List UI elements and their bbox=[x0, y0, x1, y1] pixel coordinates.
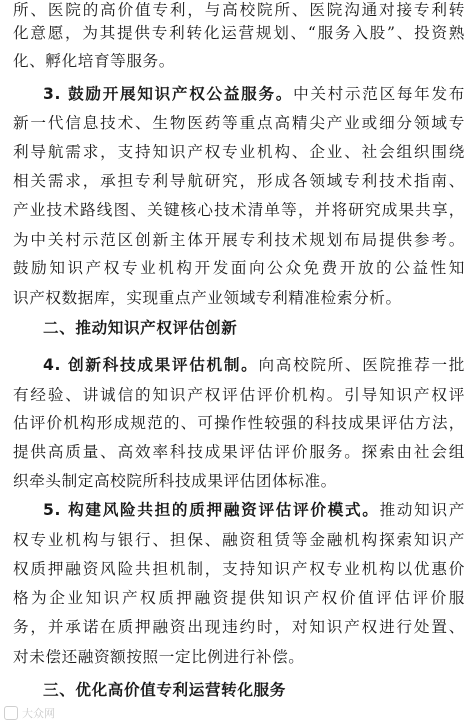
line-text: 织牵头制定高校院所科技成果评估团体标准。 bbox=[13, 472, 337, 490]
line-text: 鼓励知识产权专业机构开发面向公众免费开放的公益性知 bbox=[13, 259, 465, 277]
item-title: 5. 构建风险共担的质押融资评估评价模式。 bbox=[43, 501, 380, 519]
text-line bbox=[13, 171, 465, 191]
app-logo-icon bbox=[4, 706, 18, 720]
text-line bbox=[13, 200, 465, 220]
text-line bbox=[13, 647, 465, 667]
line-text: 对未偿还融资额按照一定比例进行补偿。 bbox=[13, 648, 305, 666]
line-text: 权质押融资风险共担机制，支持知识产权专业机构以优惠价 bbox=[13, 560, 465, 578]
text-line bbox=[13, 142, 465, 162]
text-line bbox=[13, 0, 465, 20]
item-title: 4. 创新科技成果评估机制。 bbox=[43, 356, 259, 374]
line-text: 格为企业知识产权质押融资提供知识产权价值评估评价服 bbox=[13, 589, 465, 607]
text-line bbox=[13, 530, 465, 550]
text-line bbox=[13, 51, 465, 71]
line-text: 化意愿，为其提供专利转化运营规划、“服务入股”、投资熟 bbox=[13, 24, 465, 42]
text-line bbox=[13, 84, 465, 104]
watermark-text: 大众网 bbox=[22, 707, 55, 720]
text-line bbox=[13, 230, 465, 250]
line-text: 化、孵化培育等服务。 bbox=[13, 52, 175, 70]
heading-text: 二、推动知识产权评估创新 bbox=[43, 319, 238, 337]
text-line bbox=[13, 588, 465, 608]
line-text: 利导航需求，支持知识产权专业机构、企业、社会组织围绕 bbox=[13, 143, 465, 161]
line-text: 产业技术路线图、关键核心技术清单等，并将研究成果共享， bbox=[13, 201, 465, 219]
line-text: 有经验、讲诚信的知识产权评估评价机构。引导知识产权评 bbox=[13, 386, 465, 404]
text-line bbox=[13, 617, 465, 637]
line-text: 务，并承诺在质押融资出现违约时，对知识产权进行处置、 bbox=[13, 618, 465, 636]
item-title: 3. 鼓励开展知识产权公益服务。 bbox=[43, 85, 294, 103]
line-text: 相关需求，承担专利导航研究，形成各领域专利技术指南、 bbox=[13, 172, 465, 190]
section-heading bbox=[13, 680, 465, 700]
line-text: 向高校院所、医院推荐一批 bbox=[258, 356, 466, 374]
section-heading bbox=[13, 318, 465, 338]
text-line bbox=[13, 413, 465, 433]
line-text: 为中关村示范区创新主体开展专利技术规划布局提供参考。 bbox=[13, 231, 465, 249]
line-text: 所、医院的高价值专利，与高校院所、医院沟通对接专利转 bbox=[13, 1, 465, 19]
text-line bbox=[13, 471, 465, 491]
heading-text: 三、优化高价值专利运营转化服务 bbox=[43, 681, 286, 699]
line-text: 中关村示范区每年发布 bbox=[293, 85, 465, 103]
text-line bbox=[13, 500, 465, 520]
line-text: 识产权数据库，实现重点产业领域专利精准检索分析。 bbox=[13, 289, 402, 307]
line-text: 估评价机构形成规范的、可操作性较强的科技成果评估方法， bbox=[13, 414, 465, 432]
text-line bbox=[13, 288, 465, 308]
line-text: 推动知识产 bbox=[379, 501, 465, 519]
watermark bbox=[4, 705, 55, 721]
text-line bbox=[13, 385, 465, 405]
text-line bbox=[13, 355, 465, 375]
text-line bbox=[13, 442, 465, 462]
line-text: 提供高质量、高效率科技成果评估评价服务。探索由社会组 bbox=[13, 443, 465, 461]
text-line bbox=[13, 559, 465, 579]
line-text: 权专业机构与银行、担保、融资租赁等金融机构探索知识产 bbox=[13, 531, 465, 549]
text-line bbox=[13, 113, 465, 133]
text-line bbox=[13, 258, 465, 278]
line-text: 新一代信息技术、生物医药等重点高精尖产业或细分领域专 bbox=[13, 114, 465, 132]
text-line bbox=[13, 23, 465, 43]
